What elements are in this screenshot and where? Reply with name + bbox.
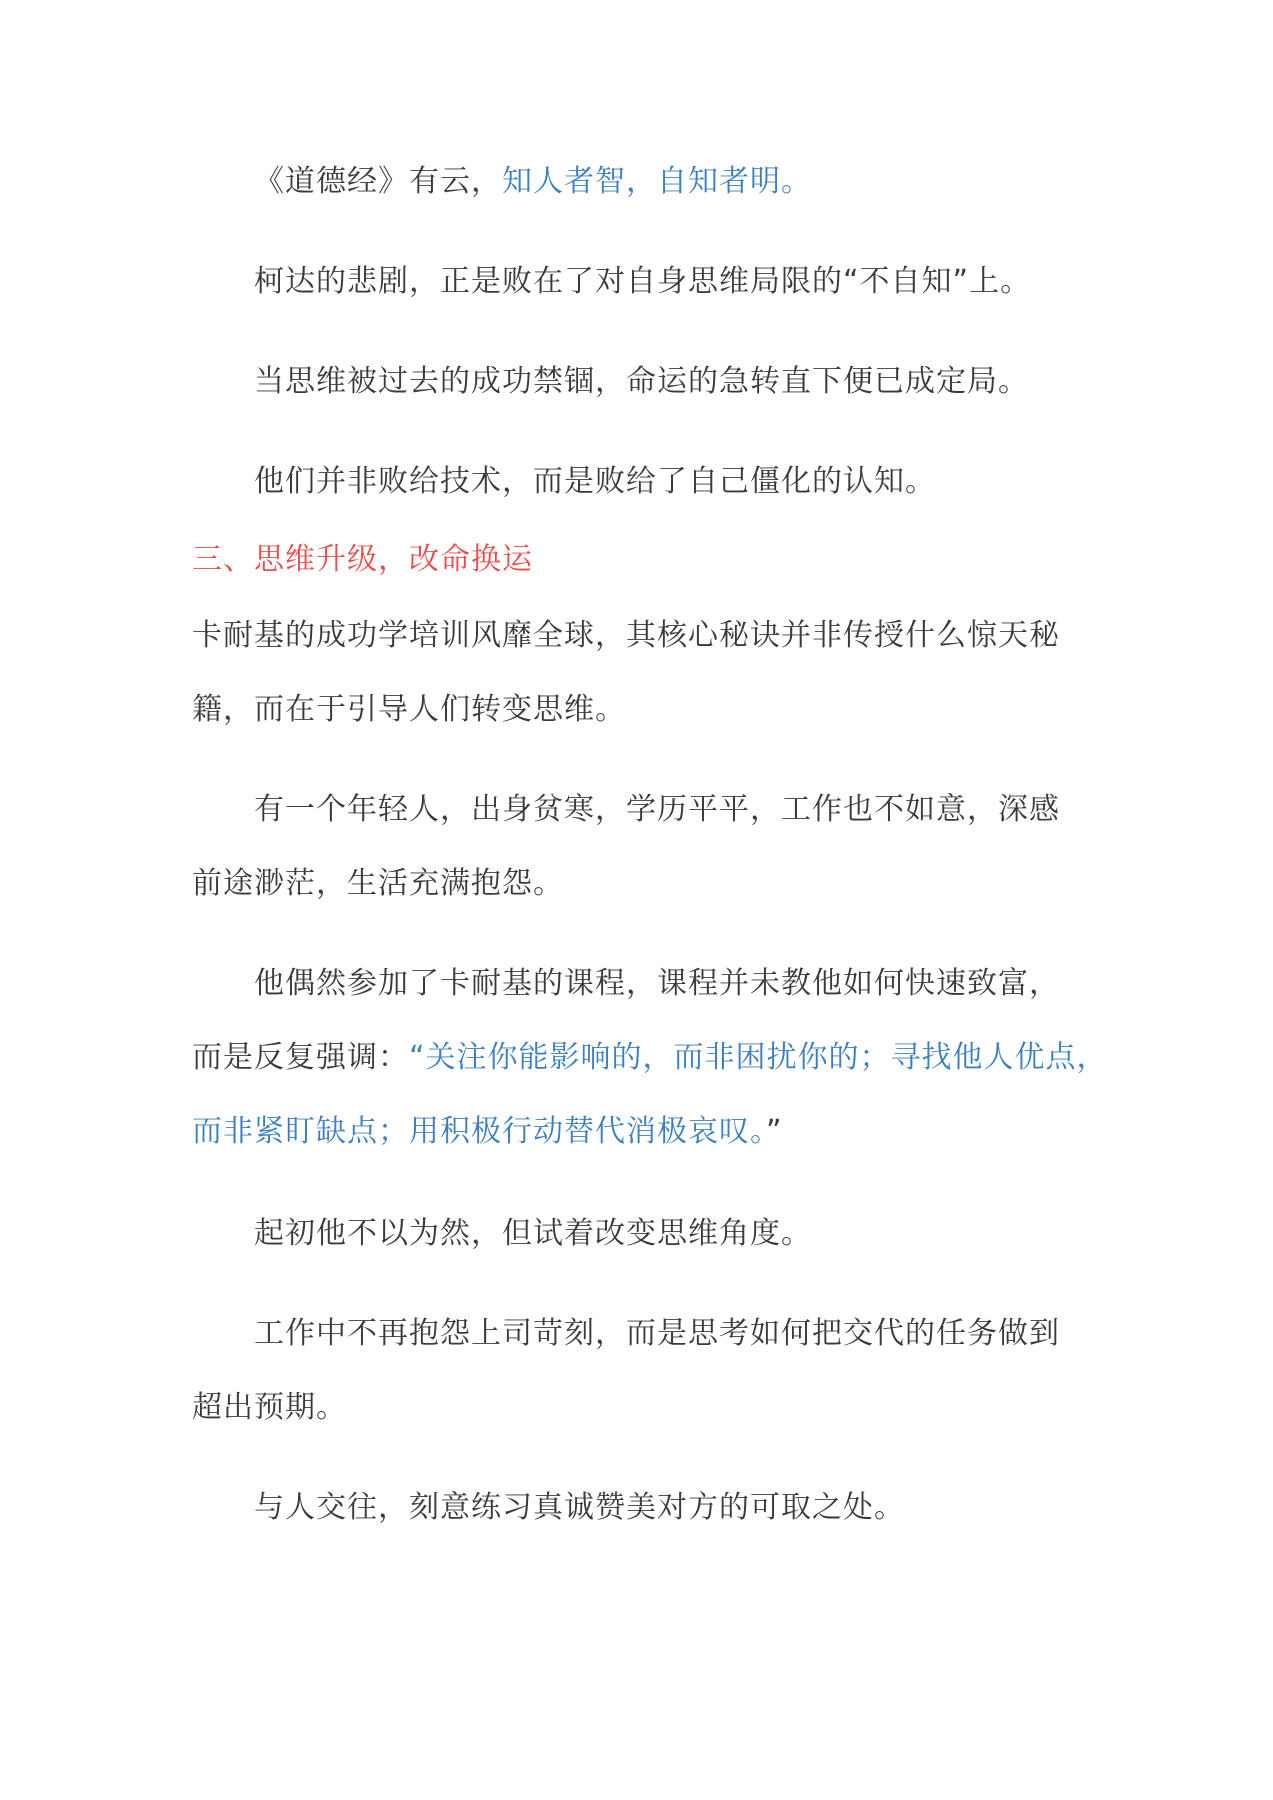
paragraph-young-man-line2: 前途渺茫，生活充满抱怨。 [192, 866, 564, 901]
course-lead-text: 而是反复强调： [192, 1040, 409, 1075]
paragraph-carnegie-line1: 卡耐基的成功学培训风靡全球，其核心秘诀并非传授什么惊天秘 [192, 618, 1060, 653]
paragraph-course-line3 [192, 1094, 1092, 1169]
course-quote-part2: 而非紧盯缺点；用积极行动替代消极哀叹。 [192, 1114, 766, 1149]
paragraph-work-line2: 超出预期。 [192, 1390, 347, 1425]
paragraph-young-man-line1: 有一个年轻人，出身贫寒，学历平平，工作也不如意，深感 [254, 792, 1060, 827]
paragraph-praise: 与人交往，刻意练习真诚赞美对方的可取之处。 [254, 1490, 905, 1525]
course-quote-close: ” [766, 1114, 783, 1149]
paragraph-rigid-cognition: 他们并非败给技术，而是败给了自己僵化的认知。 [254, 464, 936, 499]
paragraph-work-line1: 工作中不再抱怨上司苛刻，而是思考如何把交代的任务做到 [254, 1316, 1060, 1351]
paragraph-course-line1: 他偶然参加了卡耐基的课程，课程并未教他如何快速致富， [254, 966, 1060, 1001]
paragraph-carnegie-line2: 籍，而在于引导人们转变思维。 [192, 692, 626, 727]
daodejing-lead-text: 《道德经》有云， [254, 164, 502, 199]
paragraph-past-success: 当思维被过去的成功禁锢，命运的急转直下便已成定局。 [254, 364, 1029, 399]
section-heading: 三、思维升级，改命换运 [192, 542, 533, 577]
course-quote-part1: “关注你能影响的，而非困扰你的；寻找他人优点， [409, 1040, 1108, 1075]
paragraph-initially: 起初他不以为然，但试着改变思维角度。 [254, 1216, 812, 1251]
daodejing-quote: 知人者智，自知者明。 [502, 164, 812, 199]
paragraph-course-line2 [192, 1020, 1108, 1095]
paragraph-daodejing [192, 144, 1092, 219]
paragraph-kodak-tragedy: 柯达的悲剧，正是败在了对自身思维局限的“不自知”上。 [254, 264, 1032, 299]
